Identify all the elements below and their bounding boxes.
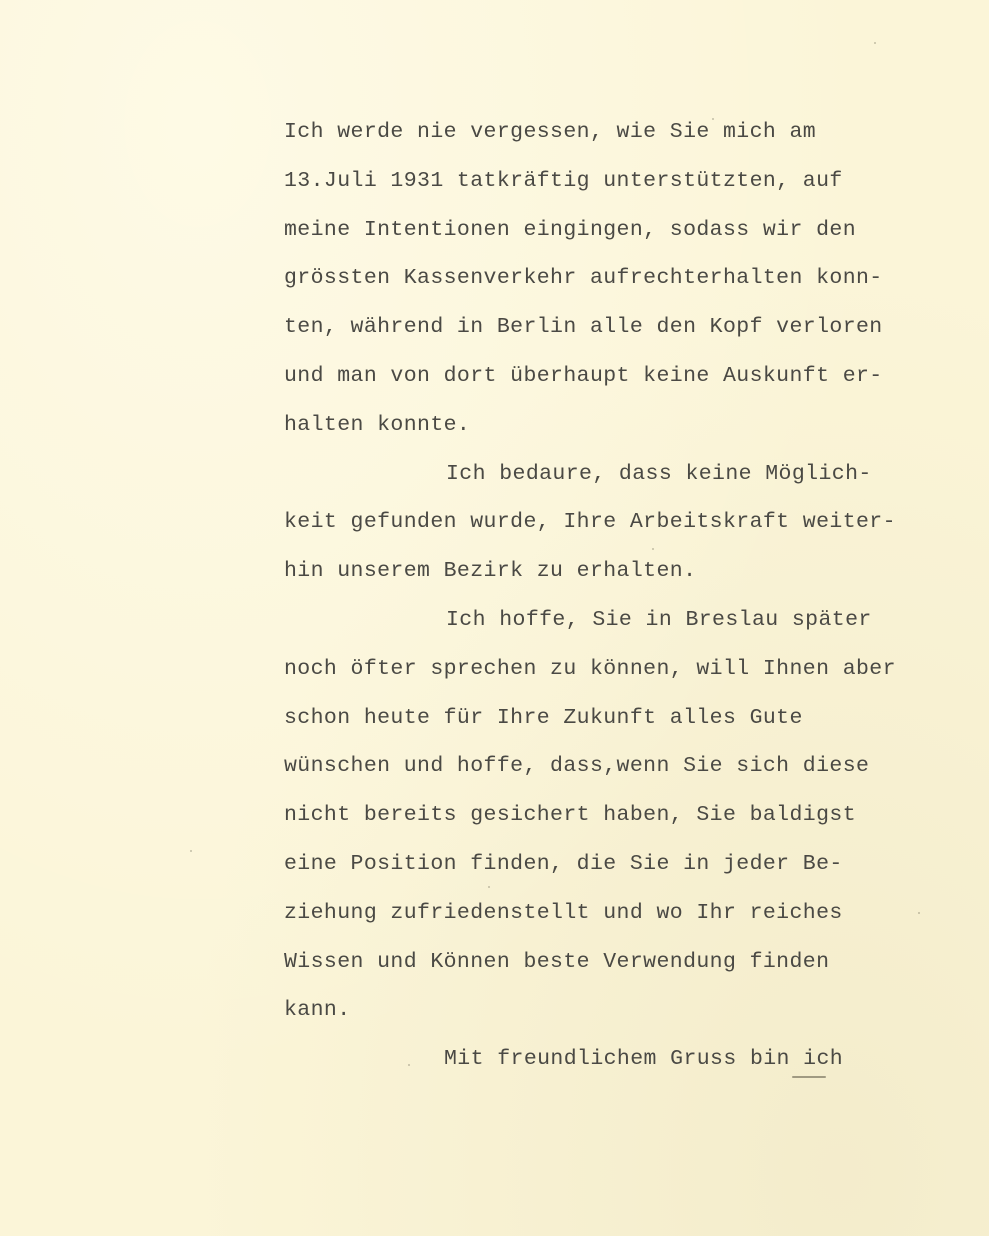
closing-line: Mit freundlichem Gruss bin ich bbox=[444, 1047, 844, 1072]
text-line: ziehung zufriedenstellt und wo Ihr reiches bbox=[284, 900, 843, 925]
text-line: Wissen und Können beste Verwendung finden bbox=[284, 949, 830, 974]
paper-speck bbox=[190, 850, 192, 852]
paper-speck bbox=[874, 42, 876, 44]
text-line: und man von dort überhaupt keine Auskunft er- bbox=[284, 363, 883, 388]
text-line: ten, während in Berlin alle den Kopf verloren bbox=[284, 315, 883, 340]
text-line: halten konnte. bbox=[284, 412, 471, 437]
text-line: nicht bereits gesichert haben, Sie baldigst bbox=[284, 803, 856, 828]
text-line: eine Position finden, die Sie in jeder Be- bbox=[284, 851, 843, 876]
pen-mark bbox=[792, 1076, 826, 1078]
text-line: noch öfter sprechen zu können, will Ihnen aber bbox=[284, 656, 896, 681]
text-line: 13.Juli 1931 tatkräftig unterstützten, auf bbox=[284, 168, 843, 193]
text-line: grössten Kassenverkehr aufrechterhalten konn- bbox=[284, 266, 883, 291]
text-line: meine Intentionen eingingen, sodass wir den bbox=[284, 217, 856, 242]
paragraph-2 bbox=[284, 450, 984, 596]
text-line: Ich bedaure, dass keine Möglich- bbox=[446, 461, 872, 486]
text-line: Ich hoffe, Sie in Breslau später bbox=[446, 607, 872, 632]
paragraph-1 bbox=[284, 108, 984, 450]
letter-body bbox=[284, 108, 984, 1084]
paragraph-3 bbox=[284, 596, 984, 1035]
text-line: schon heute für Ihre Zukunft alles Gute bbox=[284, 705, 803, 730]
text-line: kann. bbox=[284, 998, 351, 1023]
text-line: keit gefunden wurde, Ihre Arbeitskraft weiter- bbox=[284, 510, 896, 535]
text-line: Ich werde nie vergessen, wie Sie mich am bbox=[284, 120, 817, 144]
text-line: wünschen und hoffe, dass,wenn Sie sich diese bbox=[284, 754, 870, 779]
text-line: hin unserem Bezirk zu erhalten. bbox=[284, 559, 697, 584]
